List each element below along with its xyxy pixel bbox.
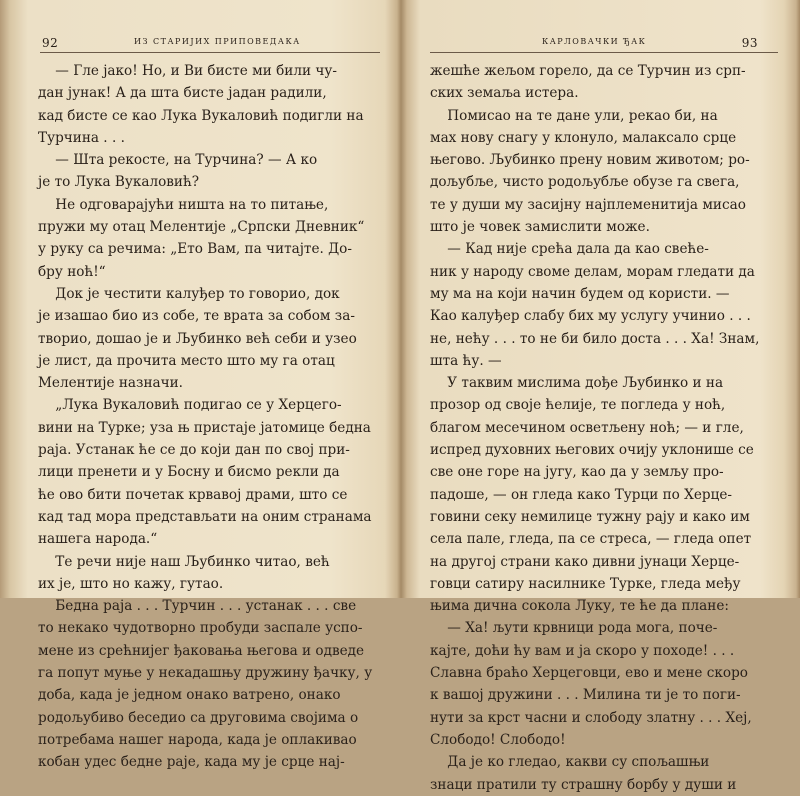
right-page-text bbox=[430, 60, 763, 796]
text-line: доба, када је једном онако ватрено, онако bbox=[38, 687, 341, 704]
text-line: села пале, гледа, па се стреса, — гледа опет bbox=[430, 531, 752, 548]
text-line: на другој страни како дивни јунаци Херце- bbox=[430, 553, 740, 570]
text-line: благом месечином осветљену ноћ; — и гле, bbox=[430, 419, 744, 436]
text-line: то некако чудотворно пробуди заспале успо- bbox=[38, 620, 363, 637]
left-page-header bbox=[42, 36, 382, 50]
text-line: Славна браћо Херцеговци, ево и мене скоро bbox=[430, 665, 748, 682]
text-line: Слободо! Слободо! bbox=[430, 731, 566, 748]
text-line: кајте, доћи ћу вам и ја скоро у походе! . . . bbox=[430, 642, 735, 659]
left-page-number: 92 bbox=[42, 36, 59, 50]
text-line: је лист, да прочита место што му га отац bbox=[38, 352, 335, 369]
text-line: родољубиво беседио са друговима својима о bbox=[38, 709, 359, 726]
text-line: жешће жељом горело, да се Турчин из срп- bbox=[430, 63, 746, 79]
text-line: у руку са речима: „Ето Вам, па читајте. До- bbox=[38, 241, 352, 258]
text-line: њима дична сокола Луку, те ће да плане: bbox=[430, 598, 729, 615]
text-line: Те речи није наш Љубинко читао, већ bbox=[38, 553, 330, 570]
text-line: Бедна раја . . . Турчин . . . устанак . . . све bbox=[38, 598, 357, 615]
text-line: лици пренети и у Босну и бисмо рекли да bbox=[38, 464, 340, 481]
right-header-rule bbox=[430, 52, 778, 53]
text-line: шта ћу. — bbox=[430, 352, 502, 369]
text-line: — Шта рекосте, на Турчина? — А ко bbox=[38, 152, 318, 169]
text-line: знаци пратили ту страшну борбу у души и bbox=[430, 776, 737, 793]
text-line: бру ноћ!“ bbox=[38, 263, 106, 280]
text-line: је изашао био из собе, те врата за собом за- bbox=[38, 308, 355, 325]
text-line: — Кад није срећа дала да као свеће- bbox=[430, 241, 709, 258]
text-line: прозор од своје ћелије, те погледа у ноћ, bbox=[430, 397, 726, 414]
text-line: дољубље, чисто родољубље обузе га свега, bbox=[430, 174, 740, 191]
left-page bbox=[0, 0, 400, 771]
text-line: Турчина . . . bbox=[38, 129, 125, 146]
right-page-number: 93 bbox=[741, 36, 758, 50]
text-line: ник у народу своме делам, морам гледати да bbox=[430, 263, 755, 280]
text-line: не, нећу . . . то не би било доста . . . Ха! Знам, bbox=[430, 330, 760, 347]
text-line: Као калуђер слабу бих му услугу учинио . . . bbox=[430, 308, 751, 325]
text-line: му ма на који начин будем од користи. — bbox=[430, 285, 730, 302]
text-line: што је човек замислити може. bbox=[430, 219, 650, 236]
left-running-head: ИЗ СТАРИЈИХ ПРИПОВЕДАКА bbox=[134, 37, 301, 46]
text-line: нашега народа.“ bbox=[38, 531, 158, 548]
text-line: падоше, — он гледа како Турци по Херце- bbox=[430, 486, 732, 503]
text-line: мах нову снагу у клонуло, малаксало срце bbox=[430, 129, 737, 146]
text-line: потребама нашег народа, када је оплакивао bbox=[38, 731, 357, 748]
text-line: говци сатиру насилнике Турке, гледа међу bbox=[430, 575, 741, 592]
text-line: Мелентије назначи. bbox=[38, 375, 183, 392]
right-page-header bbox=[432, 36, 758, 50]
text-line: говини секу немилице тужну рају и како им bbox=[430, 508, 750, 525]
text-line: ће ово бити почетак крвавој драми, што се bbox=[38, 486, 348, 503]
text-line: све оне горе на југу, као да у земљу про- bbox=[430, 464, 724, 481]
text-line: Док је честити калуђер то говорио, док bbox=[38, 285, 340, 302]
text-line: је то Лука Вукаловић? bbox=[38, 174, 200, 191]
right-running-head: КАРЛОВАЧКИ ЂАК bbox=[542, 37, 647, 46]
text-line: те у души му засијну најплеменитија мисао bbox=[430, 196, 746, 213]
text-line: к вашој дружини . . . Милина ти је то поги- bbox=[430, 687, 741, 704]
text-line: га попут муње у некадашњу дружину ђачку, у bbox=[38, 665, 373, 682]
text-line: раја. Устанак ће се до који дан по свој при- bbox=[38, 442, 350, 459]
right-page bbox=[400, 0, 800, 793]
text-line: пружи му отац Мелентије „Српски Дневник“ bbox=[38, 219, 365, 236]
text-line: мене из срећнијег ђаковања његова и одведе bbox=[38, 642, 365, 659]
text-line: Да је ко гледао, какви су спољашњи bbox=[430, 754, 710, 771]
text-line: Помисао на те дане ули, рекао би, на bbox=[430, 107, 718, 124]
text-line: ских земаља истера. bbox=[430, 85, 579, 102]
text-line: У таквим мислима дође Љубинко и на bbox=[430, 375, 724, 392]
text-line: вини на Турке; уза њ пристаје јатомице бедна bbox=[38, 419, 371, 436]
text-line: кобан удес бедне раје, када му је срце нај- bbox=[38, 754, 345, 771]
text-line: његово. Љубинко прену новим животом; ро- bbox=[430, 152, 750, 169]
left-header-rule bbox=[40, 52, 380, 53]
text-line: творио, дошао је и Љубинко већ себи и узео bbox=[38, 330, 357, 347]
text-line: дан јунак! А да шта бисте јадан радили, bbox=[38, 85, 327, 102]
text-line: нути за крст часни и слободу златну . . . Хеј, bbox=[430, 709, 752, 726]
text-line: кад тад мора представљати на оним странама bbox=[38, 508, 372, 525]
text-line: их је, што но кажу, гутао. bbox=[38, 575, 224, 592]
left-page-text bbox=[38, 60, 373, 774]
text-line: испред духовних његових очију уклонише се bbox=[430, 442, 754, 459]
text-line: кад бисте се као Лука Вукаловић подигли на bbox=[38, 107, 364, 124]
text-line: — Ха! љути крвници рода мога, поче- bbox=[430, 620, 718, 637]
text-line: Не одговарајући ништа на то питање, bbox=[38, 196, 329, 213]
text-line: „Лука Вукаловић подигао се у Херцего- bbox=[38, 397, 342, 414]
text-line: — Гле јако! Но, и Ви бисте ми били чу- bbox=[38, 63, 337, 79]
